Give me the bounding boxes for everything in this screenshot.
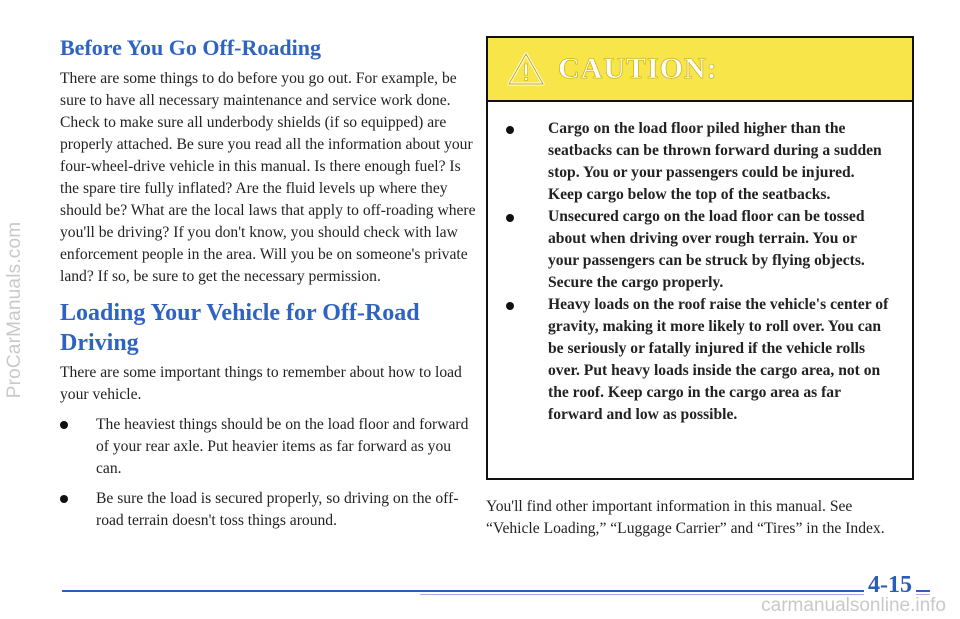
- list-item: [504, 118, 890, 206]
- page-number: 4-15: [864, 572, 916, 599]
- list-item: [60, 414, 480, 480]
- footer-divider: [62, 590, 930, 592]
- bullet-icon: [506, 302, 514, 310]
- more-info-paragraph: You'll find other important information in this manual. See “Vehicle Loading,” “Luggage Carrier” and “Tires” in the Index.: [486, 498, 885, 537]
- caution-item-text: Cargo on the load floor piled higher than the seatbacks can be thrown forward during a sudden stop. You or your passengers could be injured. Keep cargo below the top of the seatbacks.: [548, 120, 882, 203]
- more-info-block: [486, 496, 906, 540]
- section-heading-before-offroading: Before You Go Off-Roading: [60, 35, 321, 60]
- side-watermark: [2, 0, 28, 619]
- loading-bullet-list: [60, 414, 480, 532]
- section-heading-loading-vehicle: Loading Your Vehicle for Off-Road Driving: [60, 300, 420, 356]
- list-item: [504, 206, 890, 294]
- bullet-text: Be sure the load is secured properly, so driving on the off-road terrain doesn't toss things around.: [96, 490, 459, 529]
- left-column: [60, 34, 480, 540]
- list-item: [60, 488, 480, 532]
- caution-body: [488, 102, 912, 426]
- caution-header: [488, 38, 912, 102]
- caution-box: [486, 36, 914, 480]
- list-item: [504, 294, 890, 426]
- bullet-text: The heaviest things should be on the load floor and forward of your rear axle. Put heavier items as far forward as you can.: [96, 416, 469, 477]
- side-watermark-text: ProCarManuals.com: [4, 221, 25, 398]
- bullet-icon: [506, 126, 514, 134]
- caution-item-text: Unsecured cargo on the load floor can be tossed about when driving over rough terrain. You or your passengers can be struck by flying objects. Secure the cargo properly.: [548, 208, 865, 291]
- bullet-icon: [506, 214, 514, 222]
- loading-intro-paragraph: There are some important things to remember about how to load your vehicle.: [60, 364, 462, 403]
- bullet-icon: [60, 495, 68, 503]
- bullet-icon: [60, 421, 68, 429]
- bottom-watermark: carmanualsonline.info: [761, 595, 946, 616]
- caution-title: CAUTION:: [558, 52, 718, 85]
- before-offroading-paragraph: There are some things to do before you go out. For example, be sure to have all necessary maintenance and service work done. Check to make sure all underbody shields (if so equipped) are properly attached. Be sure you read all the information about your four-wheel-drive vehicle in this manual. Is there enough fuel? Is the spare tire fully inflated? Are the fluid levels up where they should be? What are the local laws that apply to off-roading where you'll be driving? If you don't know, you should check with law enforcement people in the area. Will you be on someone's private land? If so, be sure to get the necessary permission.: [60, 70, 476, 285]
- caution-item-text: Heavy loads on the roof raise the vehicle's center of gravity, making it more likely to roll over. You can be seriously or fatally injured if the vehicle rolls over. Put heavy loads inside the cargo area, not on the roof. Keep cargo in the cargo area as far forward and low as possible.: [548, 296, 889, 423]
- caution-list: [504, 118, 890, 426]
- warning-triangle-icon: [506, 51, 546, 87]
